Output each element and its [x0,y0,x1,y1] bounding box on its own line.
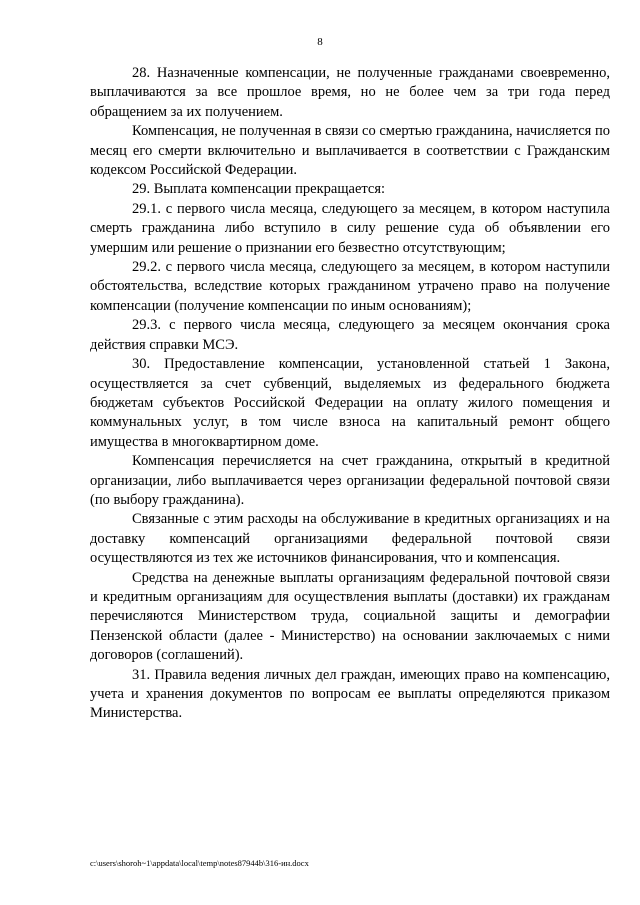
paragraph-31: 31. Правила ведения личных дел граждан, имеющих право на компенсацию, учета и хранения документов по вопросам ее выплаты определяются приказом Министерства. [90,666,610,722]
page-number: 8 [317,36,323,48]
paragraph-30: 30. Предоставление компенсации, установленной статьей 1 Закона, осуществляется за счет субвенций, выделяемых из федерального бюджета бюджетам субъектов Российской Федерации на оплату жилого помещения и коммунальных услуг, в том числе взноса на капитальный ремонт общего имущества в многоквартирном доме. [90,356,610,450]
paragraph-compensation-death: Компенсация, не полученная в связи со смертью гражданина, начисляется по месяц его смерти включительно и выплачивается в соответствии с Гражданским кодексом Российской Федерации. [90,123,610,179]
footer-file-path: c:\users\shoroh~1\appdata\local\temp\notes87944b\316-ин.docx [90,858,309,868]
paragraph-29-3: 29.3. с первого числа месяца, следующего за месяцем окончания срока действия справки МСЭ. [90,317,610,353]
paragraph-28: 28. Назначенные компенсации, не полученные гражданами своевременно, выплачиваются за все прошлое время, но не более чем за три года перед обращением за их получением. [90,65,610,120]
paragraph-expenses: Связанные с этим расходы на обслуживание в кредитных организациях и на доставку компенсаций организациями федеральной почтовой связи осуществляются из тех же источников финансирования, что и компенсация. [90,511,610,567]
paragraph-29-1: 29.1. с первого числа месяца, следующего за месяцем, в котором наступила смерть гражданина либо вступило в силу решение суда об объявлении его умершим или решение о признании его безвестно отсутствующим; [90,200,610,256]
paragraph-transfer: Компенсация перечисляется на счет гражданина, открытый в кредитной организации, либо выплачивается через организации федеральной почтовой связи (по выбору гражданина). [90,453,610,508]
paragraph-29-2: 29.2. с первого числа месяца, следующего за месяцем, в котором наступили обстоятельства, вследствие которых гражданином утрачено право на получение компенсации (получение компенсации по иным основаниям); [90,259,610,314]
paragraph-funds: Средства на денежные выплаты организациям федеральной почтовой связи и кредитным организациям для осуществления выплаты (доставки) их гражданам перечисляются Министерством труда, социальной защиты и демографии Пензенской области (далее - Министерство) на основании заключаемых с ними договоров (соглашений). [90,569,610,664]
document-body [90,64,610,724]
paragraph-29: 29. Выплата компенсации прекращается: [132,181,386,198]
